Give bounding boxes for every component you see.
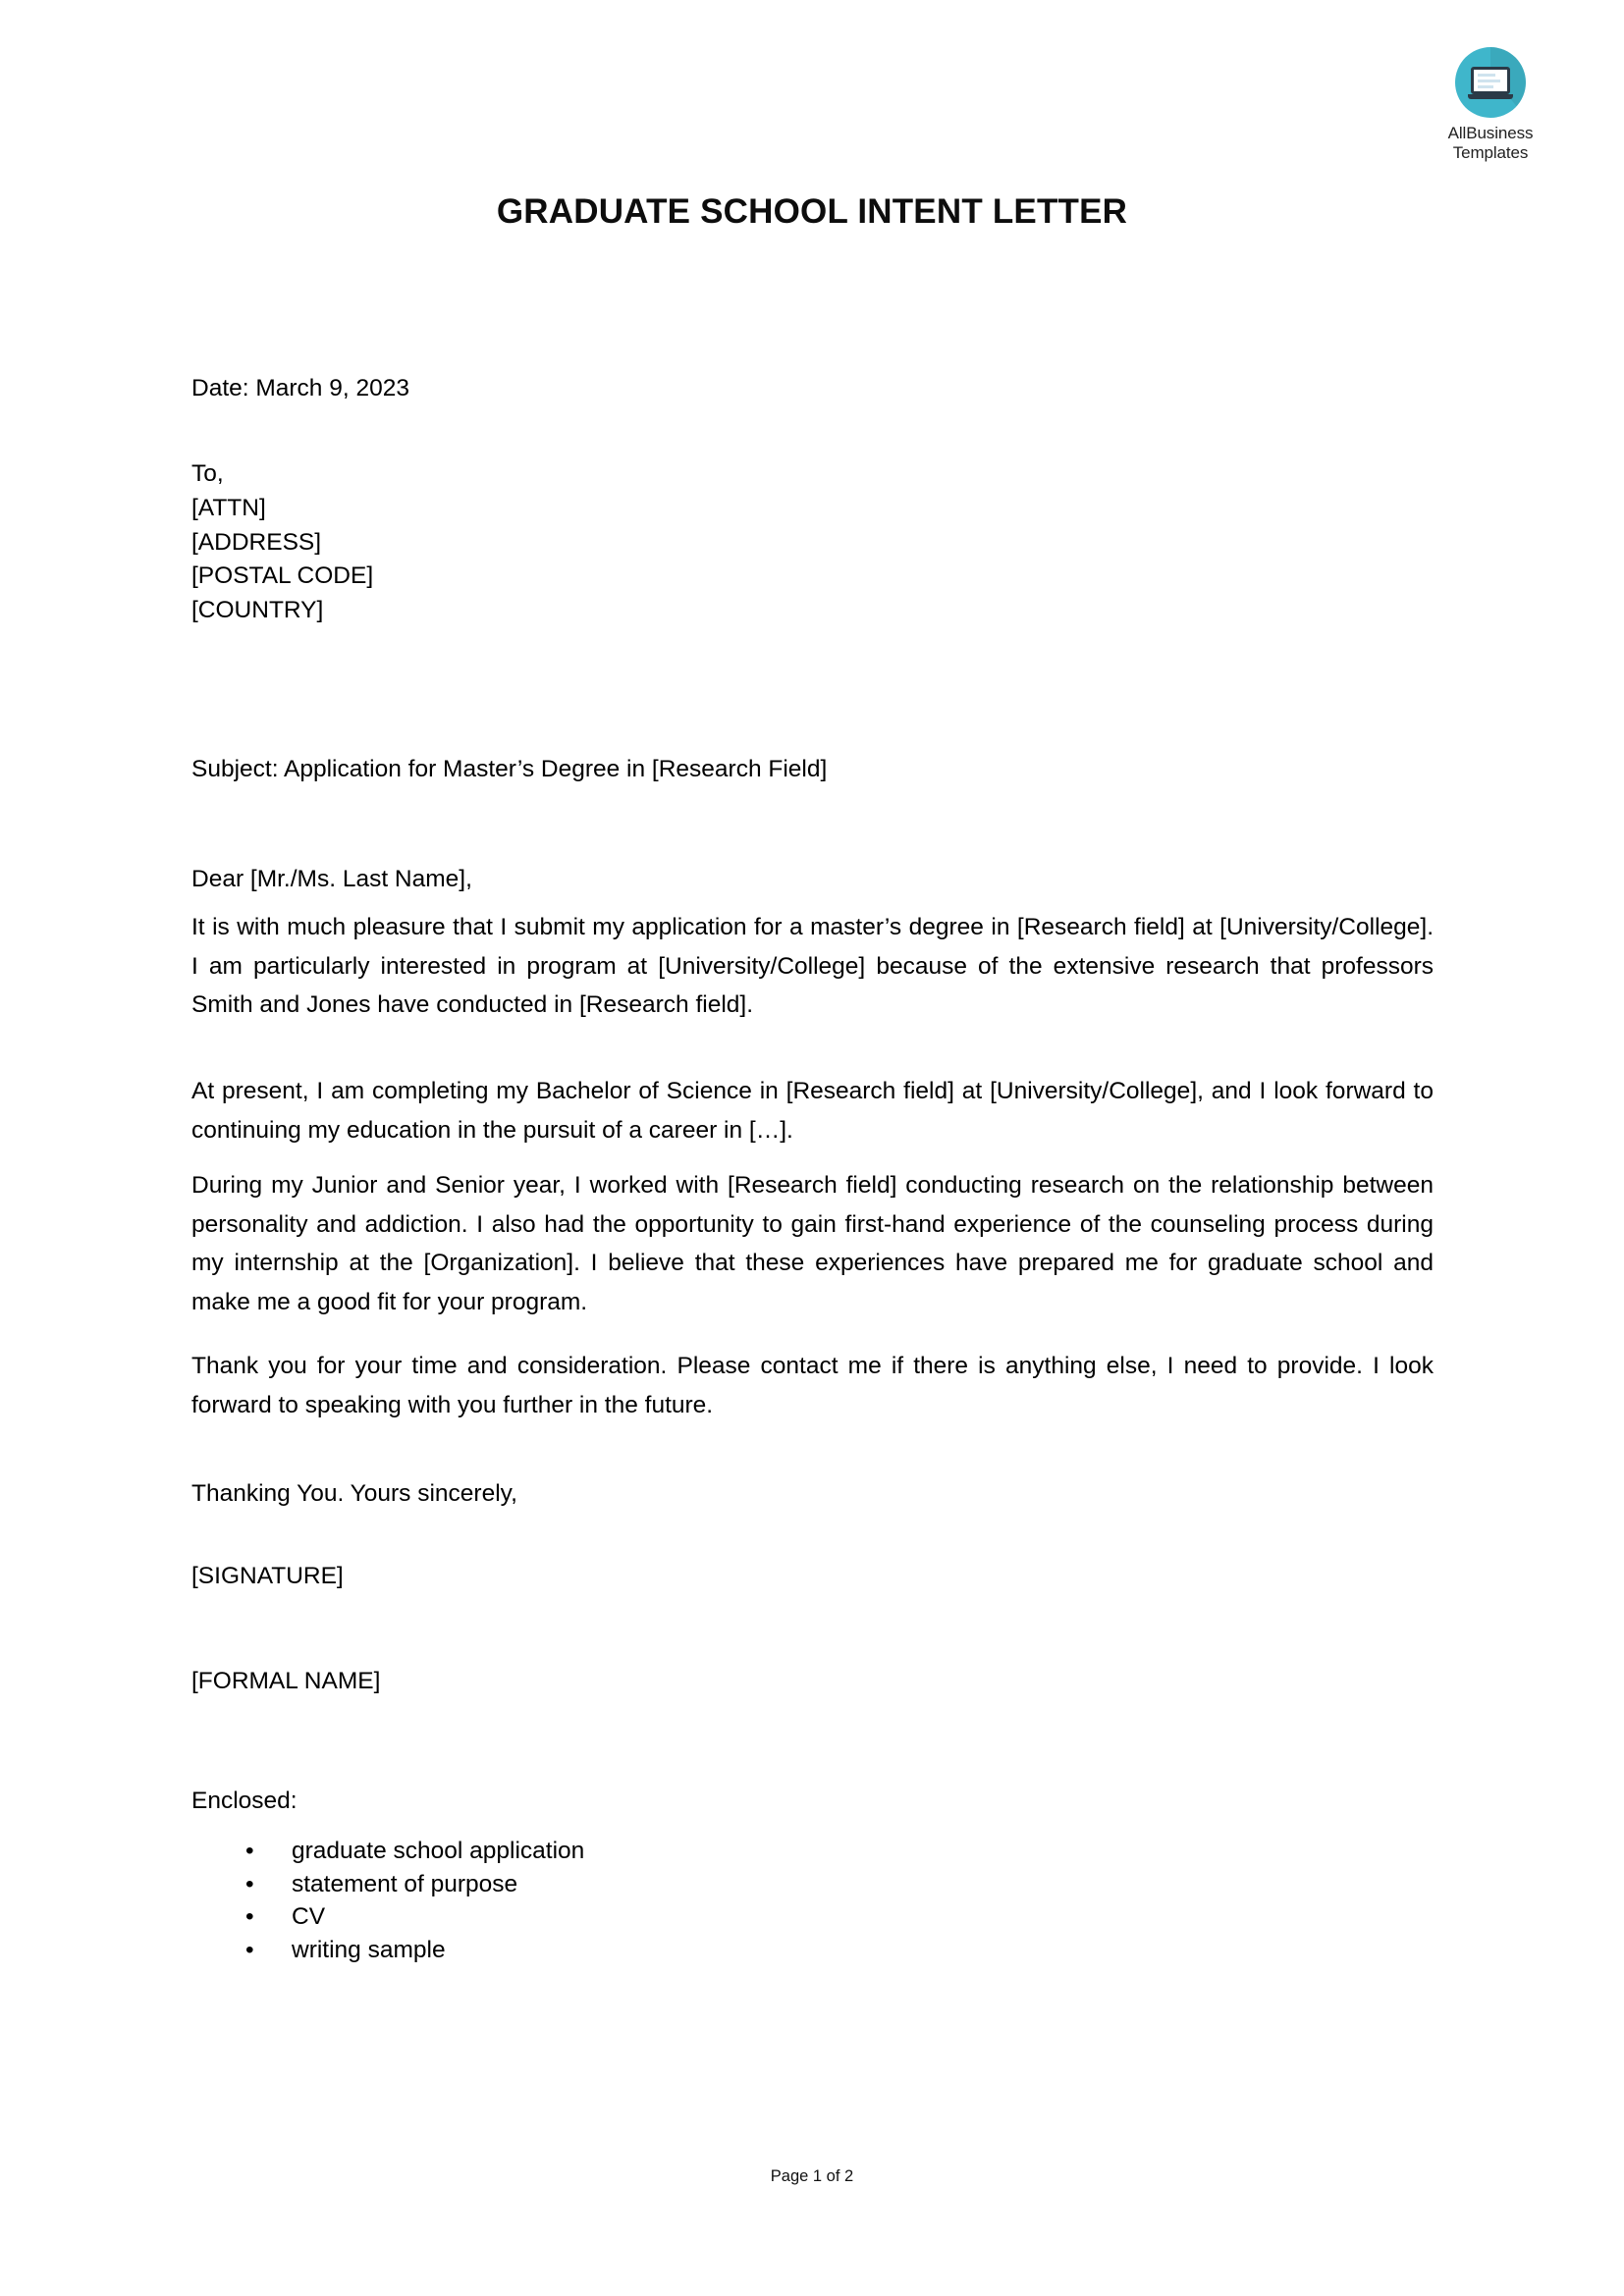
recipient-postal-code: [POSTAL CODE] bbox=[191, 562, 374, 590]
laptop-glyph bbox=[1468, 67, 1513, 99]
list-item bbox=[245, 1838, 584, 1865]
laptop-icon bbox=[1455, 47, 1526, 118]
body-paragraph: During my Junior and Senior year, I worked with [Research field] conducting research on the relationship between personality and addiction. I also had the opportunity to gain first-hand experience of the counseling process during my internship at the [Organization]. I believe that these experiences have prepared me for graduate school and make me a good fit for your program. bbox=[191, 1172, 1434, 1316]
enclosed-list bbox=[245, 1838, 584, 1970]
list-item bbox=[245, 1871, 584, 1898]
recipient-to: To, bbox=[191, 460, 224, 487]
list-item bbox=[245, 1903, 584, 1931]
recipient-country: [COUNTRY] bbox=[191, 597, 324, 624]
screen-line bbox=[1478, 85, 1493, 88]
enclosed-heading: Enclosed: bbox=[191, 1788, 298, 1814]
list-item-label: graduate school application bbox=[292, 1838, 585, 1864]
recipient-address: [ADDRESS] bbox=[191, 528, 322, 556]
page-title: GRADUATE SCHOOL INTENT LETTER bbox=[496, 192, 1128, 231]
page-footer: Page 1 of 2 bbox=[770, 2167, 854, 2185]
signature-placeholder: [SIGNATURE] bbox=[191, 1563, 344, 1589]
formal-name-placeholder: [FORMAL NAME] bbox=[191, 1668, 381, 1694]
salutation: Dear [Mr./Ms. Last Name], bbox=[191, 866, 472, 892]
bullet-icon: • bbox=[245, 1937, 254, 1964]
screen-line bbox=[1478, 74, 1495, 77]
laptop-base bbox=[1468, 94, 1513, 99]
closing-line: Thanking You. Yours sincerely, bbox=[191, 1480, 517, 1507]
bullet-icon: • bbox=[245, 1903, 254, 1931]
bullet-icon: • bbox=[245, 1870, 254, 1897]
recipient-address-block bbox=[191, 457, 373, 628]
body-paragraph: It is with much pleasure that I submit my application for a master’s degree in [Research field] at [University/College]. I am particularly interested in program at [University/College] because of the extensive research that professors Smith and Jones have conducted in [Research field]. bbox=[191, 914, 1434, 1019]
list-item-label: CV bbox=[292, 1903, 326, 1931]
subject-line: Subject: Application for Master’s Degree in [Research Field] bbox=[191, 756, 828, 782]
logo-brand-line-2: Templates bbox=[1452, 143, 1529, 163]
recipient-attn: [ATTN] bbox=[191, 494, 266, 521]
list-item-label: statement of purpose bbox=[292, 1870, 518, 1897]
allbusiness-templates-logo bbox=[1402, 47, 1579, 163]
body-paragraph: Thank you for your time and consideration. Please contact me if there is anything else, I need to provide. I look forward to speaking with you further in the future. bbox=[191, 1353, 1434, 1418]
list-item-label: writing sample bbox=[292, 1937, 446, 1964]
logo-brand-text bbox=[1448, 124, 1534, 163]
laptop-screen bbox=[1471, 67, 1510, 94]
bullet-icon: • bbox=[245, 1838, 254, 1864]
date-line: Date: March 9, 2023 bbox=[191, 375, 409, 401]
logo-brand-line-1: AllBusiness bbox=[1447, 124, 1534, 142]
body-paragraph: At present, I am completing my Bachelor of Science in [Research field] at [University/College], and I look forward to continuing my education in the pursuit of a career in […]. bbox=[191, 1078, 1434, 1144]
list-item bbox=[245, 1937, 584, 1964]
screen-line bbox=[1478, 80, 1500, 82]
